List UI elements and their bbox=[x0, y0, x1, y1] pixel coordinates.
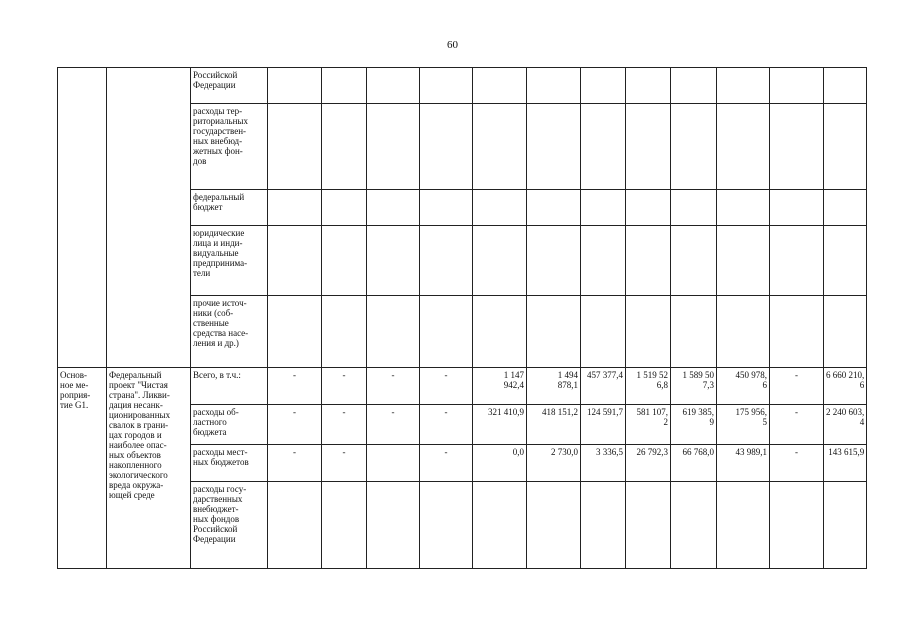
value-cell: - bbox=[268, 405, 322, 445]
value-cell: 1 494 878,1 bbox=[527, 368, 581, 405]
value-cell bbox=[268, 226, 322, 296]
value-cell bbox=[671, 190, 717, 226]
value-cell bbox=[824, 226, 867, 296]
value-cell: 26 792,3 bbox=[626, 445, 671, 482]
value-cell bbox=[527, 296, 581, 368]
value-cell: - bbox=[322, 445, 367, 482]
value-cell bbox=[527, 190, 581, 226]
value-cell bbox=[473, 68, 527, 104]
value-cell: 418 151,2 bbox=[527, 405, 581, 445]
value-cell: 581 107, 2 bbox=[626, 405, 671, 445]
value-cell bbox=[420, 104, 473, 190]
value-cell bbox=[322, 226, 367, 296]
funding-source-cell: федеральный бюджет bbox=[191, 190, 268, 226]
value-cell bbox=[268, 190, 322, 226]
value-cell bbox=[367, 296, 420, 368]
table-row bbox=[58, 368, 867, 405]
value-cell bbox=[770, 190, 824, 226]
value-cell bbox=[770, 226, 824, 296]
value-cell bbox=[420, 68, 473, 104]
funding-source-cell: расходы мест- ных бюджетов bbox=[191, 445, 268, 482]
value-cell bbox=[671, 68, 717, 104]
value-cell bbox=[420, 226, 473, 296]
value-cell bbox=[473, 190, 527, 226]
value-cell bbox=[420, 482, 473, 569]
value-cell bbox=[527, 104, 581, 190]
value-cell bbox=[367, 190, 420, 226]
page-number: 60 bbox=[447, 39, 458, 51]
value-cell: 1 519 52 6,8 bbox=[626, 368, 671, 405]
value-cell bbox=[671, 226, 717, 296]
value-cell: 124 591,7 bbox=[581, 405, 626, 445]
value-cell bbox=[473, 296, 527, 368]
value-cell bbox=[671, 104, 717, 190]
value-cell bbox=[626, 190, 671, 226]
value-cell bbox=[268, 482, 322, 569]
value-cell: - bbox=[420, 445, 473, 482]
activity-label-cell-continued bbox=[58, 68, 107, 368]
funding-source-cell: расходы об- ластного бюджета bbox=[191, 405, 268, 445]
value-cell: 6 660 210, 6 bbox=[824, 368, 867, 405]
value-cell bbox=[420, 296, 473, 368]
value-cell bbox=[322, 68, 367, 104]
value-cell bbox=[581, 482, 626, 569]
table-row bbox=[58, 68, 867, 104]
funding-source-cell: расходы тер- риториальных государствен- ных внебюд- жетных фон- дов bbox=[191, 104, 268, 190]
funding-source-cell: Российской Федерации bbox=[191, 68, 268, 104]
value-cell: 457 377,4 bbox=[581, 368, 626, 405]
funding-source-cell: расходы госу- дарственных внебюджет- ных фондов Российской Федерации bbox=[191, 482, 268, 569]
value-cell bbox=[717, 482, 770, 569]
value-cell: - bbox=[770, 405, 824, 445]
value-cell bbox=[322, 296, 367, 368]
value-cell bbox=[420, 190, 473, 226]
value-cell bbox=[367, 482, 420, 569]
value-cell: 143 615,9 bbox=[824, 445, 867, 482]
value-cell bbox=[473, 482, 527, 569]
value-cell bbox=[527, 68, 581, 104]
value-cell: 2 730,0 bbox=[527, 445, 581, 482]
value-cell bbox=[527, 226, 581, 296]
value-cell bbox=[770, 68, 824, 104]
value-cell: 619 385, 9 bbox=[671, 405, 717, 445]
value-cell bbox=[770, 104, 824, 190]
value-cell bbox=[717, 226, 770, 296]
value-cell bbox=[322, 104, 367, 190]
value-cell bbox=[268, 296, 322, 368]
value-cell bbox=[824, 296, 867, 368]
project-cell-continued bbox=[107, 68, 191, 368]
value-cell bbox=[626, 104, 671, 190]
value-cell bbox=[824, 482, 867, 569]
value-cell: - bbox=[420, 368, 473, 405]
value-cell: 1 589 50 7,3 bbox=[671, 368, 717, 405]
value-cell: 66 768,0 bbox=[671, 445, 717, 482]
value-cell bbox=[367, 104, 420, 190]
value-cell bbox=[268, 104, 322, 190]
value-cell: - bbox=[367, 368, 420, 405]
value-cell bbox=[527, 482, 581, 569]
funding-source-cell: прочие источ- ники (соб- ственные средства насе- ления и др.) bbox=[191, 296, 268, 368]
value-cell bbox=[717, 190, 770, 226]
value-cell: 175 956, 5 bbox=[717, 405, 770, 445]
funding-source-cell: юридические лица и инди- видуальные предпринима- тели bbox=[191, 226, 268, 296]
value-cell: - bbox=[268, 445, 322, 482]
value-cell: 1 147 942,4 bbox=[473, 368, 527, 405]
value-cell bbox=[473, 104, 527, 190]
value-cell: - bbox=[322, 405, 367, 445]
value-cell bbox=[626, 68, 671, 104]
value-cell bbox=[717, 68, 770, 104]
value-cell bbox=[717, 296, 770, 368]
value-cell bbox=[824, 68, 867, 104]
value-cell: - bbox=[367, 405, 420, 445]
value-cell bbox=[824, 190, 867, 226]
value-cell: 3 336,5 bbox=[581, 445, 626, 482]
value-cell: 0,0 bbox=[473, 445, 527, 482]
value-cell: - bbox=[268, 368, 322, 405]
value-cell bbox=[581, 226, 626, 296]
project-description-cell: Федеральный проект "Чистая страна". Ликви- дация несанк- ционированных свалок в грани- цах городов и наиболее опас- ных объектов накопленного экологического вреда окружа- ющей среде bbox=[107, 368, 191, 569]
value-cell bbox=[824, 104, 867, 190]
value-cell: 2 240 603, 4 bbox=[824, 405, 867, 445]
budget-table bbox=[57, 67, 867, 569]
value-cell: - bbox=[770, 445, 824, 482]
value-cell: 43 989,1 bbox=[717, 445, 770, 482]
value-cell bbox=[671, 296, 717, 368]
value-cell bbox=[626, 296, 671, 368]
value-cell bbox=[367, 226, 420, 296]
value-cell bbox=[367, 68, 420, 104]
value-cell bbox=[671, 482, 717, 569]
value-cell bbox=[581, 296, 626, 368]
value-cell bbox=[581, 190, 626, 226]
value-cell bbox=[581, 68, 626, 104]
value-cell bbox=[626, 482, 671, 569]
value-cell: 450 978, 6 bbox=[717, 368, 770, 405]
value-cell bbox=[268, 68, 322, 104]
value-cell: - bbox=[420, 405, 473, 445]
value-cell: 321 410,9 bbox=[473, 405, 527, 445]
value-cell bbox=[322, 482, 367, 569]
activity-label-cell: Основ- ное ме- роприя- тие G1. bbox=[58, 368, 107, 569]
value-cell bbox=[473, 226, 527, 296]
value-cell bbox=[770, 296, 824, 368]
value-cell bbox=[581, 104, 626, 190]
value-cell bbox=[770, 482, 824, 569]
value-cell: - bbox=[322, 368, 367, 405]
value-cell: - bbox=[770, 368, 824, 405]
value-cell bbox=[367, 445, 420, 482]
value-cell bbox=[322, 190, 367, 226]
funding-source-cell: Всего, в т.ч.: bbox=[191, 368, 268, 405]
value-cell bbox=[626, 226, 671, 296]
value-cell bbox=[717, 104, 770, 190]
